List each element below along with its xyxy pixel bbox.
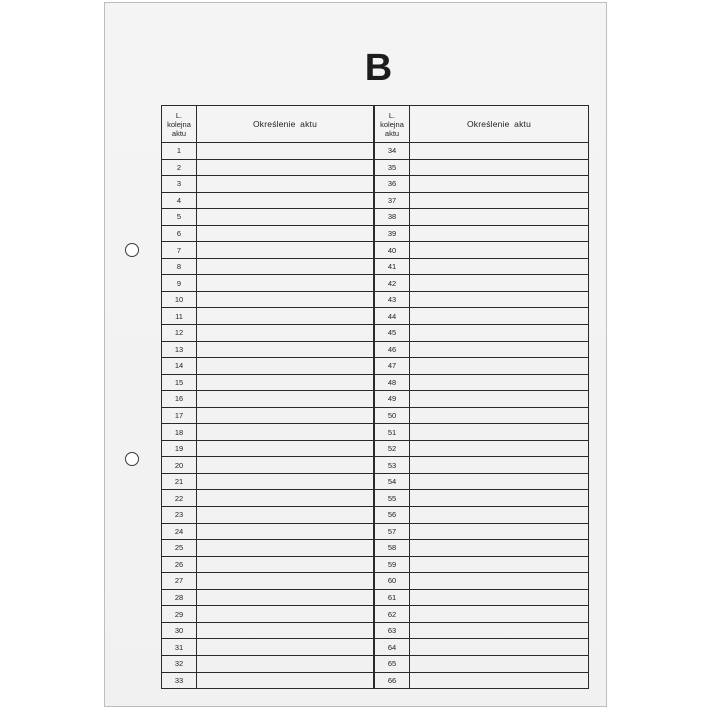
table-row [162,524,373,541]
row-number: 32 [162,656,197,672]
table-row [375,242,588,259]
table-row [375,606,588,623]
row-number: 61 [375,590,410,606]
row-number: 9 [162,275,197,291]
table-row [162,656,373,673]
row-number: 56 [375,507,410,523]
row-number: 55 [375,490,410,506]
table-row [375,408,588,425]
table-row [162,424,373,441]
row-number: 36 [375,176,410,192]
table-row [162,209,373,226]
row-description-field[interactable] [410,275,588,291]
row-number: 5 [162,209,197,225]
table-row [375,160,588,177]
table-row [162,259,373,276]
row-description-field[interactable] [197,292,373,308]
row-number: 45 [375,325,410,341]
row-number: 19 [162,441,197,457]
table-row [162,673,373,689]
row-description-field[interactable] [197,457,373,473]
table-row [162,573,373,590]
table-row [162,441,373,458]
row-description-field[interactable] [197,242,373,258]
table-row [162,474,373,491]
punch-hole-top [125,243,139,257]
row-number: 66 [375,673,410,689]
table-row [375,474,588,491]
row-description-field[interactable] [410,639,588,655]
table-row [375,490,588,507]
header-number-line2: kolejna [380,119,404,129]
row-number: 40 [375,242,410,258]
row-number: 35 [375,160,410,176]
table-row [375,193,588,210]
row-number: 38 [375,209,410,225]
table-row [375,441,588,458]
row-number: 50 [375,408,410,424]
row-number: 53 [375,457,410,473]
row-number: 44 [375,308,410,324]
table-row [162,176,373,193]
row-number: 2 [162,160,197,176]
row-description-field[interactable] [410,623,588,639]
row-description-field[interactable] [410,590,588,606]
row-description-field[interactable] [197,474,373,490]
register-letter: B [364,47,393,89]
row-description-field[interactable] [410,375,588,391]
header-number-line1: L. [388,110,396,120]
row-description-field[interactable] [197,573,373,589]
row-description-field[interactable] [197,639,373,655]
row-number: 43 [375,292,410,308]
row-description-field[interactable] [197,557,373,573]
row-description-field[interactable] [410,226,588,242]
table-row [375,292,588,309]
table-row [162,358,373,375]
table-row [375,275,588,292]
row-description-field[interactable] [410,308,588,324]
table-row [375,557,588,574]
row-description-field[interactable] [197,441,373,457]
row-description-field[interactable] [410,540,588,556]
punch-hole-bottom [125,452,139,466]
table-row [162,457,373,474]
row-number: 25 [162,540,197,556]
table-row [162,275,373,292]
row-number: 57 [375,524,410,540]
table-row [162,507,373,524]
row-description-field[interactable] [197,176,373,192]
row-description-field[interactable] [197,375,373,391]
row-number: 20 [162,457,197,473]
row-description-field[interactable] [197,160,373,176]
row-number: 64 [375,639,410,655]
table-row [375,143,588,160]
table-row [162,143,373,160]
row-description-field[interactable] [197,143,373,159]
row-number: 47 [375,358,410,374]
row-number: 14 [162,358,197,374]
table-row [375,358,588,375]
row-number: 17 [162,408,197,424]
row-description-field[interactable] [197,391,373,407]
table-row [162,342,373,359]
row-number: 21 [162,474,197,490]
row-description-field[interactable] [410,358,588,374]
row-description-field[interactable] [197,623,373,639]
row-description-field[interactable] [197,673,373,689]
table-row [162,308,373,325]
row-number: 60 [375,573,410,589]
row-number: 18 [162,424,197,440]
table-header-right [375,106,588,143]
row-description-field[interactable] [410,160,588,176]
row-description-field[interactable] [410,143,588,159]
row-description-field[interactable] [410,573,588,589]
table-row [162,490,373,507]
row-description-field[interactable] [197,656,373,672]
table-row [375,325,588,342]
row-number: 54 [375,474,410,490]
row-number: 41 [375,259,410,275]
header-description-cell: Określenie aktu [466,119,532,129]
table-row [162,540,373,557]
row-number: 16 [162,391,197,407]
header-number-line3: aktu [171,128,187,138]
row-number: 4 [162,193,197,209]
row-number: 58 [375,540,410,556]
row-description-field[interactable] [410,325,588,341]
row-description-field[interactable] [410,292,588,308]
row-number: 12 [162,325,197,341]
table-row [162,292,373,309]
table-row [375,656,588,673]
table-row [375,590,588,607]
row-number: 42 [375,275,410,291]
table-row [375,424,588,441]
row-description-field[interactable] [410,490,588,506]
row-number: 13 [162,342,197,358]
table-row [162,606,373,623]
table-header-left [162,106,373,143]
table-row [375,209,588,226]
row-description-field[interactable] [410,606,588,622]
table-row [375,673,588,689]
row-number: 33 [162,673,197,689]
header-number-line1: L. [175,110,183,120]
row-number: 39 [375,226,410,242]
row-description-field[interactable] [197,408,373,424]
row-description-field[interactable] [197,308,373,324]
row-description-field[interactable] [197,209,373,225]
row-description-field[interactable] [410,441,588,457]
row-number: 48 [375,375,410,391]
rows-right [375,143,588,688]
table-row [162,557,373,574]
table-row [162,408,373,425]
row-description-field[interactable] [410,209,588,225]
table-row [162,375,373,392]
row-description-field[interactable] [410,424,588,440]
row-description-field[interactable] [197,507,373,523]
header-number-line2: kolejna [167,119,191,129]
row-description-field[interactable] [197,325,373,341]
row-number: 46 [375,342,410,358]
row-number: 1 [162,143,197,159]
row-description-field[interactable] [410,507,588,523]
table-row [162,391,373,408]
table-row [162,590,373,607]
row-number: 3 [162,176,197,192]
row-number: 37 [375,193,410,209]
row-number: 8 [162,259,197,275]
row-number: 49 [375,391,410,407]
table-row [162,226,373,243]
row-description-field[interactable] [197,358,373,374]
row-description-field[interactable] [410,656,588,672]
row-description-field[interactable] [410,408,588,424]
row-number: 29 [162,606,197,622]
register-column-right [375,106,588,688]
row-number: 11 [162,308,197,324]
row-number: 7 [162,242,197,258]
table-row [162,639,373,656]
table-row [375,259,588,276]
row-number: 65 [375,656,410,672]
row-number: 31 [162,639,197,655]
header-number-line3: aktu [384,128,400,138]
row-description-field[interactable] [197,590,373,606]
row-description-field[interactable] [410,557,588,573]
register-table [161,105,589,689]
row-number: 51 [375,424,410,440]
register-column-left [162,106,375,688]
table-row [375,226,588,243]
row-description-field[interactable] [197,540,373,556]
table-row [375,573,588,590]
header-description-cell: Określenie aktu [252,119,318,129]
row-number: 10 [162,292,197,308]
row-description-field[interactable] [197,342,373,358]
row-description-field[interactable] [410,457,588,473]
row-number: 62 [375,606,410,622]
row-number: 63 [375,623,410,639]
row-description-field[interactable] [410,391,588,407]
row-number: 59 [375,557,410,573]
table-row [162,160,373,177]
row-description-field[interactable] [197,275,373,291]
row-description-field[interactable] [197,259,373,275]
row-number: 6 [162,226,197,242]
row-description-field[interactable] [410,342,588,358]
table-row [162,623,373,640]
table-row [375,342,588,359]
row-description-field[interactable] [197,606,373,622]
table-row [375,540,588,557]
row-description-field[interactable] [410,474,588,490]
row-description-field[interactable] [410,524,588,540]
row-description-field[interactable] [197,524,373,540]
row-number: 26 [162,557,197,573]
register-sheet [104,2,607,707]
table-row [375,639,588,656]
row-number: 27 [162,573,197,589]
rows-left [162,143,373,688]
row-description-field[interactable] [197,424,373,440]
row-description-field[interactable] [197,490,373,506]
row-number: 34 [375,143,410,159]
row-description-field[interactable] [410,673,588,689]
row-number: 28 [162,590,197,606]
table-row [375,375,588,392]
table-row [375,507,588,524]
row-description-field[interactable] [410,176,588,192]
table-row [162,325,373,342]
header-number-cell [162,106,197,142]
row-number: 15 [162,375,197,391]
row-number: 23 [162,507,197,523]
table-row [375,623,588,640]
table-row [162,193,373,210]
row-number: 22 [162,490,197,506]
table-row [375,308,588,325]
row-description-field[interactable] [197,193,373,209]
row-number: 24 [162,524,197,540]
table-row [375,457,588,474]
row-description-field[interactable] [410,242,588,258]
table-row [162,242,373,259]
row-description-field[interactable] [410,193,588,209]
row-number: 52 [375,441,410,457]
table-row [375,524,588,541]
row-description-field[interactable] [410,259,588,275]
row-number: 30 [162,623,197,639]
table-row [375,391,588,408]
table-row [375,176,588,193]
row-description-field[interactable] [197,226,373,242]
header-number-cell [375,106,410,142]
